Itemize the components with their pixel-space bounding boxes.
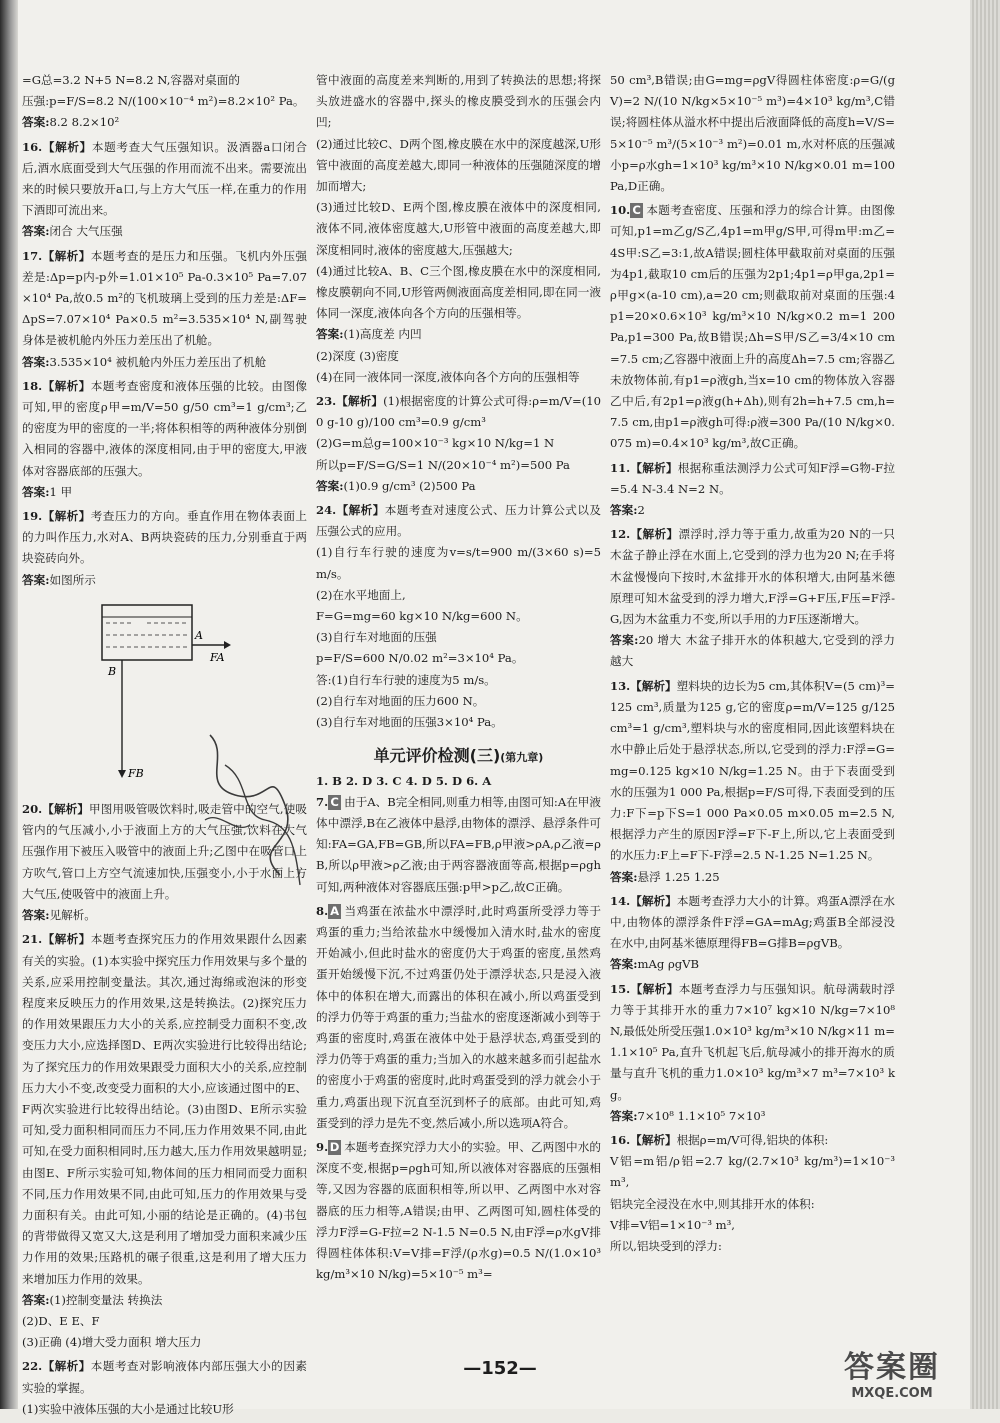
item-text: 铝块完全浸没在水中,则其排开水的体积: (610, 1196, 815, 1211)
analysis-tag: 【解析】 (630, 460, 678, 475)
answer-item (610, 458, 895, 522)
answer-label: 答案: (22, 484, 50, 499)
item-number: 8. (316, 903, 329, 918)
item-number: 20. (22, 802, 43, 817)
item-number: 17. (22, 248, 43, 263)
analysis-tag: 【解析】 (630, 1132, 677, 1147)
answer-line: 答案:1 甲 (22, 484, 73, 499)
item-text: 23.【解析】(1)根据密度的计算公式可得:ρ=m/V=(100 g-10 g)/100 cm³=0.9 g/cm³ (316, 394, 601, 430)
answer-label: 答案: (22, 1292, 50, 1307)
item-text: 21.【解析】本题考查探究压力的作用效果跟什么因素有关的实验。(1)本实验中探究压力作用效果与多个量的关系,应采用控制变量法。其次,通过海绵或泡沫的形变程度来反映压力的作用效果,这是转换法。(2)探究压力的作用效果跟压力大小的关系,应控制受力面积不变,改变压力大小,应选择图D、E两次实验进行比较得出结论;为了探究压力的作用效果跟受力面积大小的关系,应控制压力大小不变,改变受力面积的大小,应该通过图中的E、F两次实验进行比较得出结论。(3)由图D、E所示实验可知,受力面积相同而压力不同,压力作用效果不同,由此可知,在受力面积相同时,压力越大,压力作用效果越明显;由图E、F所示实验可知,物体间的压力相同而受力面积不同,压力作用效果不同,由此可知,压力的作用效果与受力面积有关。由此可知,小丽的结论是正确的。(4)书包的背带做得又宽又大,这是利用了增加受力面积来减少压力作用的效果;压路机的碾子很重,这是利用了增大压力来增加压力作用的效果。 (22, 932, 307, 1286)
item-text: V铝=m铝/ρ铝=2.7 kg/(2.7×10³ kg/m³)=1×10⁻³ m³, (610, 1154, 895, 1190)
label-fb: FB (128, 766, 144, 780)
container-outline (102, 605, 192, 660)
answer-line: 答案:(1)控制变量法 转换法 (22, 1292, 163, 1307)
item-text: (3)自行车对地面的压强 (316, 630, 437, 645)
item-number: 22. (22, 1359, 43, 1374)
answer-line: 答案:2 (610, 503, 645, 518)
analysis-tag: 【解析】 (42, 802, 90, 817)
answer-line: 答案:如图所示 (22, 572, 96, 587)
analysis-tag: 【解析】 (630, 981, 679, 996)
item-text: 22.【解析】本题考查对影响液体内部压强大小的因素实验的掌握。 (22, 1359, 307, 1395)
analysis-tag: 【解析】 (42, 248, 91, 263)
answer-label: 答案: (610, 1108, 638, 1123)
answer-label: 答案: (22, 572, 50, 587)
item-text: 16.【解析】本题考查大气压强知识。汲酒器a口闭合后,酒水底面受到大气压强的作用而流不出来。需要流出来的时候只要放开a口,与上方大气压一样,在重力的作用下酒即可流出来。 (22, 139, 307, 218)
answer-item (610, 1130, 895, 1257)
answer-choice-box: A (328, 904, 341, 919)
analysis-tag: 【解析】 (42, 509, 91, 524)
item-text: =G总=3.2 N+5 N=8.2 N,容器对桌面的 (22, 73, 240, 87)
item-text: 13.【解析】塑料块的边长为5 cm,其体积V=(5 cm)³=125 cm³,质量为125 g,它的密度ρ=m/V=125 g/125 cm³=1 g/cm³,塑料块与水的密度相同,因此该塑料块在水中静止后处于悬浮状态,所以,它受到的浮力:F浮=G=mg=0.125 kg×10 N/kg=1.25 N。由于下表面受到水的压强为1 000 Pa,根据p=F/S可得,下表面受到的压力:F下=p下S=1 000 Pa×0.05 m×0.05 m=2.5 N,根据浮力产生的原因F浮=F下-F上,所以,它上表面受到的水压力:F上=F下-F浮=2.5 N-1.25 N=1.25 N。 (610, 678, 895, 863)
item-text: 11.【解析】根据称重法测浮力公式可知F浮=G物-F拉=5.4 N-3.4 N=2 N。 (610, 460, 895, 496)
label-fa: FA (210, 650, 225, 664)
answer-line: 答案:(1)0.9 g/cm³ (2)500 Pa (316, 478, 476, 493)
answer-label: 答案: (316, 478, 344, 493)
item-text: 14.【解析】本题考查浮力大小的计算。鸡蛋A漂浮在水中,由物体的漂浮条件F浮=GA=mAg;鸡蛋B全部浸没在水中,由阿基米德原理得FB=G排B=ρgVB。 (610, 893, 895, 951)
answer-label: 答案: (316, 327, 344, 342)
label-a: A (195, 628, 203, 642)
item-text: 16.【解析】根据ρ=m/V可得,铝块的体积: (610, 1132, 829, 1147)
item-text: 9. D 本题考查探究浮力大小的实验。甲、乙两图中水的深度不变,根据p=ρgh可知,所以液体对容器底的压强相等,又因为容器的底面积相等,所以甲、乙两图中水对容器底的压力相等,A错误;由甲、乙两图可知,圆柱体受的浮力F浮=G-F拉=2 N-1.5 N=0.5 N,由F浮=ρ水gV排得圆柱体体积:V=V排=F浮/(ρ水g)=0.5 N/(1.0×10³ kg/m³×10 N/kg)=5×10⁻⁵ m³= (316, 1139, 601, 1282)
item-number: 23. (316, 394, 337, 409)
analysis-tag: 【解析】 (336, 503, 385, 518)
answer-item (316, 70, 601, 388)
label-b: B (108, 664, 117, 678)
item-text: 管中液面的高度差来判断的,用到了转换法的思想;将探头放进盛水的容器中,探头的橡皮膜受到水的压强会内凹; (316, 73, 601, 130)
item-text: 19.【解析】考查压力的方向。垂直作用在物体表面上的力叫作压力,水对A、B两块瓷砖的压力,分别垂直于两块瓷砖向外。 (22, 509, 307, 566)
item-text: (2)在水平地面上, (316, 587, 406, 602)
analysis-tag: 【解析】 (630, 678, 677, 693)
item-text: p=F/S=600 N/0.02 m²=3×10⁴ Pa。 (316, 651, 524, 666)
answer-line: 答案:(1)高度差 内凹 (316, 327, 422, 342)
item-text: 12.【解析】漂浮时,浮力等于重力,故重为20 N的一只木盆子静止浮在水面上,它受到的浮力也为20 N;在手将木盆慢慢向下按时,木盆排开水的体积增大,由阿基米德原理可知木盆受到的浮力增大,F浮=G+F压,F压=F浮-G,因为木盆重力不变,所以手用的力F压逐渐增大。 (610, 527, 895, 627)
answer-item (316, 391, 601, 497)
item-text: (1)自行车行驶的速度为v=s/t=900 m/(3×60 s)=5 m/s。 (316, 545, 601, 581)
answer-item (610, 70, 895, 197)
book-binding-shadow (0, 0, 18, 1409)
answer-item (22, 137, 307, 243)
item-text: 24.【解析】本题考查对速度公式、压力计算公式以及压强公式的应用。 (316, 503, 601, 539)
answer-choice-box: C (328, 795, 341, 810)
answer-item (610, 676, 895, 888)
watermark-sub: MXQE.COM (851, 1386, 933, 1401)
item-text: 18.【解析】本题考查密度和液体压强的比较。由图像可知,甲的密度ρ甲=m/V=50 g/50 cm³=1 g/cm³;乙的密度为甲的密度的一半;将体积相等的两种液体分别倒入相同的容器中,液体的深度相同,由于甲的密度大,甲液体对容器底部的压强大。 (22, 378, 307, 478)
answer-line: (2)深度 (3)密度 (316, 348, 399, 363)
analysis-tag: 【解析】 (42, 378, 91, 393)
item-text: (4)通过比较A、B、C三个图,橡皮膜在水中的深度相同,橡皮膜朝向不同,U形管两侧液面高度差相同,即在同一液体同一深度,液体向各个方向的压强相等。 (316, 263, 601, 321)
answer-label: 答案: (22, 224, 50, 239)
watermark-main: 答案圈 (844, 1350, 940, 1385)
item-text: 所以,铝块受到的浮力: (610, 1238, 722, 1253)
item-text: V排=V铝=1×10⁻³ m³, (610, 1217, 735, 1232)
item-text: 7. C 由于A、B完全相同,则重力相等,由图可知:A在甲液体中漂浮,B在乙液体中悬浮,由物体的漂浮、悬浮条件可知:FA=GA,FB=GB,所以FA=FB,ρ甲液>ρA,ρ乙液=ρB,所以ρ甲液>ρ乙液;由于两容器液面等高,根据p=ρgh可知,两种液体对容器底压强:p甲>p乙,故C正确。 (316, 794, 601, 894)
item-number: 14. (610, 893, 631, 908)
answer-label: 答案: (610, 869, 638, 884)
item-number: 21. (22, 932, 43, 947)
answer-item (22, 929, 307, 1353)
item-text: (3)自行车对地面的压强3×10⁴ Pa。 (316, 715, 503, 730)
page-edge-stack (970, 0, 1000, 1409)
answer-line: (3)正确 (4)增大受力面积 增大压力 (22, 1335, 202, 1350)
page-number: —152— (463, 1358, 537, 1379)
column-right (610, 70, 895, 1260)
answer-line: 答案:20 增大 木盆子排开水的体积越大,它受到的浮力越大 (610, 633, 896, 669)
item-number: 18. (22, 378, 43, 393)
answer-line: (2)D、E E、F (22, 1313, 100, 1328)
answer-item (610, 524, 895, 672)
answer-label: 答案: (610, 957, 638, 972)
analysis-tag: 【解析】 (630, 893, 677, 908)
item-text: 所以p=F/S=G/S=1 N/(20×10⁻⁴ m²)=500 Pa (316, 457, 570, 472)
answer-line: 答案:7×10⁸ 1.1×10⁵ 7×10³ (610, 1108, 766, 1123)
arrowhead-b (118, 770, 126, 778)
item-text: 17.【解析】本题考查的是压力和压强。飞机内外压强差是:Δp=p内-p外=1.01×10⁵ Pa-0.3×10⁵ Pa=7.07×10⁴ Pa,故0.5 m²的飞机玻璃上受到的压力差是:ΔF=ΔpS=7.07×10⁴ Pa×0.5 m²=3.535×10⁴ N,副驾驶身体是被机舱内外压力差压出了机舱。 (22, 248, 307, 348)
answer-item (316, 792, 601, 898)
answer-item (22, 1356, 307, 1420)
answer-item (22, 376, 307, 503)
item-text: (2)自行车对地面的压力600 N。 (316, 693, 485, 708)
section-title: 单元评价检测(三)(第九章) (373, 746, 544, 766)
analysis-tag: 【解析】 (42, 139, 92, 154)
handwritten-scribble (190, 725, 320, 895)
item-text: (1)实验中液体压强的大小是通过比较U形 (22, 1401, 234, 1416)
item-text: 答:(1)自行车行驶的速度为5 m/s。 (316, 672, 496, 687)
answer-label: 答案: (22, 908, 50, 923)
item-text: (2)G=m总g=100×10⁻³ kg×10 N/kg=1 N (316, 436, 555, 451)
section-subtitle: (第九章) (500, 751, 544, 765)
answer-line: 答案:8.2 8.2×10² (22, 115, 120, 130)
item-text: 20.【解析】甲图用吸管吸饮料时,吸走管中的空气,使吸管内的气压减小,小于液面上方的大气压强,饮料在大气压强作用下被压入吸管中的液面上升;乙图中在吸管口上方吹气,管口上方空气流速加快,压强变小,小于水面上方大气压,使吸管中的液面上升。 (22, 802, 307, 901)
arrowhead-a (224, 641, 231, 649)
item-number: 16. (610, 1132, 631, 1147)
answer-item (22, 70, 307, 134)
item-text: 8. A 当鸡蛋在浓盐水中漂浮时,此时鸡蛋所受浮力等于鸡蛋的重力;当给浓盐水中缓慢加入清水时,盐水的密度开始减小,但此时盐水的密度仍大于鸡蛋的密度,虽然鸡蛋开始缓慢下沉,不过鸡蛋仍处于漂浮状态,只是浸入液体中的体积在增大,而露出的体积在减小,所以鸡蛋受到的浮力仍等于鸡蛋的重力;当盐水的密度逐渐减小到等于鸡蛋的密度时,鸡蛋在液体中处于悬浮状态,鸡蛋受到的浮力仍等于鸡蛋的重力;当加入的水越来越多而引起盐水的密度小于鸡蛋的密度时,此时鸡蛋受到的浮力就会小于重力,鸡蛋出现下沉直至沉到杯子的底部。由此可知,鸡蛋受到的浮力是先不变,然后减小,所以选项A符合。 (316, 903, 601, 1130)
answer-item (610, 891, 895, 976)
analysis-tag: 【解析】 (42, 1359, 91, 1374)
item-number: 15. (610, 981, 631, 996)
item-text: 15.【解析】本题考查浮力与压强知识。航母满载时浮力等于其排开水的重力7×10⁷ kg×10 N/kg=7×10⁸ N,最低处所受压强1.0×10³ kg/m³×10 N/kg×11 m=1.1×10⁵ Pa,直升飞机起飞后,航母减小的排开海水的质量与直升飞机的重力1.0×10³ kg/m³×7 m³=7×10³ kg。 (610, 981, 895, 1102)
item-number: 11. (610, 460, 631, 475)
item-text: 10. C 本题考查密度、压强和浮力的综合计算。由图像可知,p1=m乙g/S乙,4p1=m甲g/S甲,可得m甲:m乙=4S甲:S乙=3:1,故A错误;圆柱体甲截取前对桌面的压强为4p1,截取10 cm后的压强为2p1;4p1=ρ甲ga,2p1=ρ甲g×(a-10 cm),a=20 cm;则截取前对桌面的压强:4p1=20×0.6×10³ kg/m³×10 N/kg×0.2 m=1 200 Pa,p1=300 Pa,故B错误;Δh=S甲/S乙=3/4×10 cm=7.5 cm;乙容器中液面上升的高度Δh=7.5 cm;容器乙未放物体前,有p1=ρ液gh,当x=10 cm的物体放入容器乙中后,有2p1=ρ液g(h+Δh),则有2h=h+7.5 cm,h=7.5 cm,由p1=ρ液gh可得:ρ液=300 Pa/(10 N/kg×0.075 m)=0.4×10³ kg/m³,故C正确。 (610, 203, 895, 451)
answer-choice-box: C (630, 203, 643, 218)
analysis-tag: 【解析】 (630, 527, 679, 542)
answer-item (22, 246, 307, 373)
item-number: 13. (610, 678, 631, 693)
item-number: 16. (22, 139, 43, 154)
item-text: F=G=mg=60 kg×10 N/kg=600 N。 (316, 609, 528, 624)
answer-item (316, 500, 601, 733)
column-middle (316, 70, 601, 1288)
answer-choice-box: D (329, 1139, 340, 1154)
answer-line: (4)在同一液体同一深度,液体向各个方向的压强相等 (316, 369, 580, 384)
item-number: 12. (610, 527, 631, 542)
item-number: 19. (22, 509, 43, 524)
analysis-tag: 【解析】 (42, 932, 91, 947)
item-text: 压强:p=F/S=8.2 N/(100×10⁻⁴ m²)=8.2×10² Pa。 (22, 94, 305, 109)
answer-item (316, 1137, 601, 1285)
analysis-tag: 【解析】 (336, 394, 384, 409)
answer-line: 答案:闭合 大气压强 (22, 224, 123, 239)
watermark-logo (812, 1342, 972, 1401)
answer-line: 答案:mAg ρgVB (610, 957, 700, 972)
answer-line: 答案:悬浮 1.25 1.25 (610, 869, 720, 884)
answer-label: 答案: (610, 633, 639, 648)
item-number: 10. (610, 203, 631, 218)
answer-item (610, 200, 895, 454)
item-text: (2)通过比较C、D两个图,橡皮膜在水中的深度越深,U形管中液面的高度差越大,即同一种液体的压强随深度的增加而增大; (316, 136, 601, 194)
item-number: 24. (316, 503, 337, 518)
multiple-choice-answers: 1. B 2. D 3. C 4. D 5. D 6. A (316, 773, 492, 788)
answer-label: 答案: (22, 354, 50, 369)
answer-label: 答案: (22, 115, 50, 130)
item-number: 7. (316, 794, 329, 809)
item-text: (3)通过比较D、E两个图,橡皮膜在液体中的深度相同,液体不同,液体密度越大,U形管中液面的高度差越大,即深度相同时,液体的密度越大,压强越大; (316, 200, 601, 257)
answer-line: 答案:3.535×10⁴ 被机舱内外压力差压出了机舱 (22, 354, 267, 369)
answer-item (610, 979, 895, 1127)
answer-line: 答案:见解析。 (22, 908, 96, 923)
item-text: 50 cm³,B错误;由G=mg=ρgV得圆柱体密度:ρ=G/(gV)=2 N/(10 N/kg×5×10⁻⁵ m³)=4×10³ kg/m³,C错误;将圆柱体从溢水杯中提出后液面降低的高度h=V/S=5×10⁻⁵ m³/(5×10⁻³ m²)=0.01 m,水对杯底的压强减小p=ρ水gh=1×10³ kg/m³×10 N/kg×0.01 m=100 Pa,D正确。 (610, 73, 895, 194)
item-number: 9. (316, 1139, 329, 1154)
answer-item (316, 901, 601, 1134)
answer-label: 答案: (610, 503, 638, 518)
